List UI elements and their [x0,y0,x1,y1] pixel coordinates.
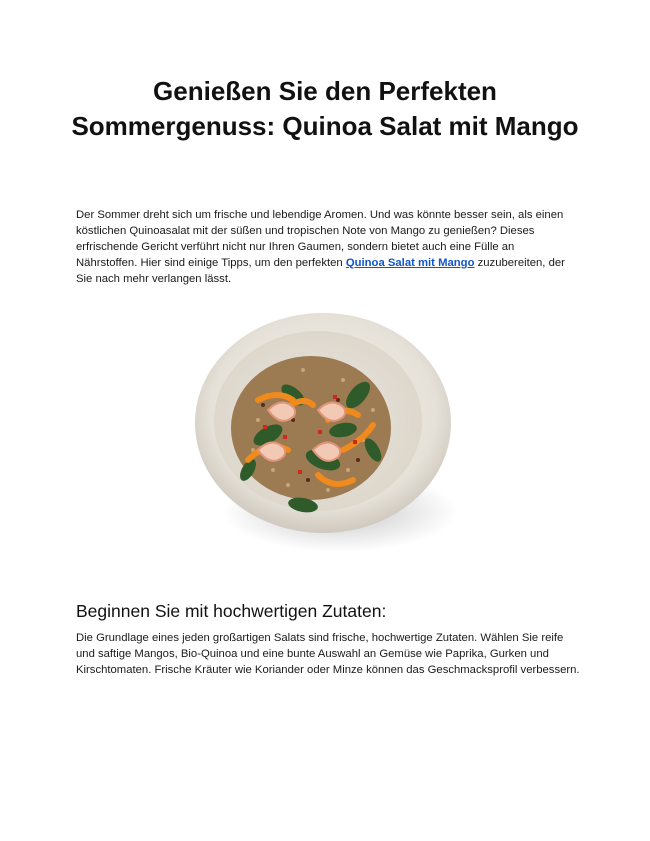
quinoa-salad-link[interactable]: Quinoa Salat mit Mango [345,257,475,269]
salad-bowl-image [118,300,522,578]
section-paragraph: Die Grundlage eines jeden großartigen Salats sind frische, hochwertige Zutaten. Wählen Sie reife und saftige Mangos, Bio-Quinoa und eine bunte Auswahl an Gemüse wie Paprika, Gurken und Kirschtomaten. Frische Kräuter wie Koriander oder Minze können das Geschmacksprofil verbessern. [76,632,580,676]
section-heading: Beginnen Sie mit hochwertigen Zutaten: [76,601,387,621]
salad-bowl-illustration [118,300,522,578]
intro-text-after-link: zuzubereiten, der Sie nach mehr verlangen lässt. [76,257,565,285]
intro-paragraph [76,207,576,287]
quinoa-base [231,356,391,500]
intro-text-before-link: Der Sommer dreht sich um frische und lebendige Aromen. Und was könnte besser sein, als einen köstlichen Quinoasalat mit der süßen und tropischen Note von Mango zu genießen? Dieses erfrischende Gericht verführt nicht nur Ihren Gaumen, sondern bietet auch eine Fülle an Nährstoffen. Hier sind einige Tipps, um den perfekten [76,209,564,269]
page-title: Genießen Sie den Perfekten Sommergenuss: Quinoa Salat mit Mango [71,76,579,141]
